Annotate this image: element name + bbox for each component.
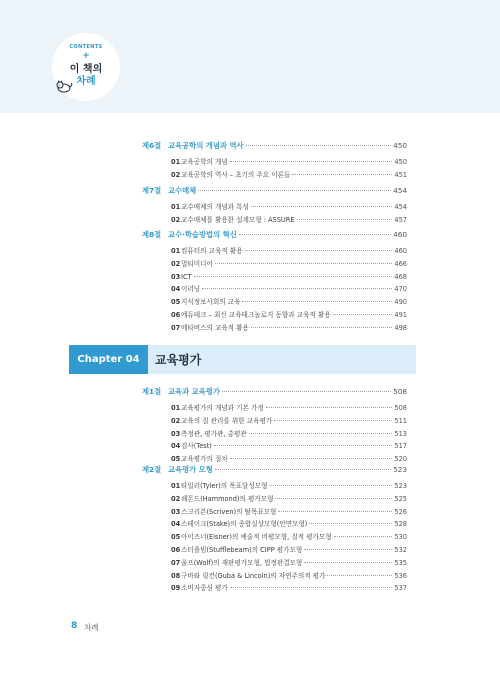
- toc-entry[interactable]: [171, 246, 407, 256]
- page-ref: 454: [393, 186, 407, 195]
- toc-entry[interactable]: [171, 441, 407, 451]
- page-ref: 460: [393, 230, 407, 239]
- dot-leader: [215, 263, 393, 264]
- toc-entry[interactable]: [171, 403, 407, 413]
- page-ref: 466: [394, 259, 407, 268]
- entry-number: 07: [171, 323, 181, 332]
- toc-entry[interactable]: [171, 429, 407, 439]
- entry-number: 02: [171, 494, 181, 503]
- page-ref: 508: [394, 404, 407, 412]
- section-title: 교육과 교육평가: [168, 387, 220, 396]
- dot-leader: [230, 161, 393, 162]
- entry-number: 07: [171, 558, 181, 567]
- section-number: 제6절: [142, 141, 162, 150]
- entry-title: 교육의 질 관리를 위한 교육평가: [181, 416, 273, 425]
- badge-title-line1: 이 책의: [69, 64, 103, 75]
- section-title: 교육공학의 개념과 역사: [168, 141, 244, 150]
- section-heading[interactable]: [142, 141, 407, 151]
- page-ref: 454: [394, 203, 407, 211]
- entry-number: 03: [171, 507, 181, 516]
- toc-entry[interactable]: [171, 583, 407, 593]
- page-ref: 451: [394, 170, 407, 179]
- entry-number: 06: [171, 546, 181, 554]
- dot-leader: [246, 145, 391, 146]
- toc-entry[interactable]: [171, 272, 407, 282]
- plus-icon: +: [82, 51, 90, 61]
- entry-title: 교육평가의 절차: [181, 455, 228, 464]
- entry-number: 06: [171, 311, 181, 319]
- dot-leader: [215, 469, 391, 470]
- dot-leader: [334, 536, 393, 537]
- entry-title: 스터플빔(Stufflebeam)의 CIPP 평가모형: [181, 546, 303, 554]
- dot-leader: [251, 327, 393, 328]
- entry-title: 해몬드(Hammond)의 평가모형: [181, 494, 274, 503]
- toc-entry[interactable]: [171, 558, 407, 568]
- entry-title: 교육평가의 개념과 기본 가정: [181, 404, 264, 412]
- toc-entry[interactable]: [171, 494, 407, 504]
- chapter-tag: Chapter 04: [69, 345, 148, 374]
- dot-leader: [333, 314, 393, 315]
- page-ref: 450: [393, 141, 407, 150]
- entry-number: 09: [171, 584, 181, 593]
- entry-number: 05: [171, 533, 181, 542]
- entry-title: 이러닝: [181, 285, 201, 294]
- dot-leader: [269, 485, 392, 486]
- entry-title: 구바와 링컨(Guba & Lincoln)의 자연주의적 평가: [181, 571, 326, 580]
- section-number: 제7절: [142, 186, 162, 195]
- section-heading[interactable]: [142, 465, 407, 475]
- section-number: 제1절: [142, 387, 162, 396]
- dot-leader: [198, 190, 391, 191]
- page-ref: 460: [394, 247, 407, 255]
- page-ref: 525: [394, 494, 407, 503]
- entry-title: 컴퓨터의 교육적 활용: [181, 247, 243, 255]
- section-title: 교육평가 모형: [168, 465, 213, 474]
- dot-leader: [292, 174, 392, 175]
- dot-leader: [266, 407, 393, 408]
- dot-leader: [304, 562, 392, 563]
- dot-leader: [309, 523, 392, 524]
- dot-leader: [297, 219, 393, 220]
- entry-number: 01: [171, 404, 181, 412]
- entry-number: 08: [171, 571, 181, 580]
- page-ref: 513: [394, 429, 407, 438]
- footer-label: 차례: [84, 623, 99, 632]
- dot-leader: [202, 288, 392, 289]
- dot-leader: [327, 575, 392, 576]
- dot-leader: [245, 250, 393, 251]
- entry-title: 교육공학의 개념: [181, 158, 228, 166]
- dot-leader: [214, 445, 393, 446]
- entry-number: 02: [171, 215, 181, 224]
- dot-leader: [222, 391, 391, 392]
- page-ref: 517: [394, 442, 407, 451]
- section-heading[interactable]: [142, 186, 407, 196]
- toc-entry[interactable]: [171, 532, 407, 542]
- entry-title: 멀티미디어: [181, 259, 213, 268]
- dot-leader: [230, 458, 393, 459]
- entry-number: 05: [171, 455, 181, 464]
- entry-number: 04: [171, 520, 181, 529]
- section-title: 교수매체: [168, 186, 197, 195]
- entry-number: 04: [171, 442, 181, 451]
- toc-entry[interactable]: [171, 507, 407, 517]
- badge-contents-label: CONTENTS: [69, 44, 103, 50]
- entry-title: 에듀테크 – 최신 교육테크놀로지 동향과 교육적 활용: [181, 311, 331, 319]
- chapter-title: 교육평가: [155, 353, 202, 367]
- toc-entry[interactable]: [171, 481, 407, 491]
- entry-title: 교수매체를 활용한 설계모형 : ASSURE: [181, 215, 295, 224]
- toc-entry[interactable]: [171, 571, 407, 581]
- section-heading[interactable]: [142, 387, 407, 397]
- entry-number: 02: [171, 416, 181, 425]
- entry-title: 스테이크(Stake)의 종합실상모형(안면모형): [181, 520, 308, 529]
- dot-leader: [242, 301, 392, 302]
- entry-number: 03: [171, 272, 181, 281]
- page-ref: 526: [394, 507, 407, 516]
- entry-title: 소비자중심 평가: [181, 584, 228, 593]
- toc-entry[interactable]: [171, 284, 407, 294]
- entry-title: 스크리븐(Scriven)의 탈목표모형: [181, 507, 277, 516]
- page-ref: 498: [394, 323, 407, 332]
- section-heading[interactable]: [142, 230, 407, 240]
- toc-entry[interactable]: [171, 297, 407, 307]
- page-ref: 535: [394, 558, 407, 567]
- entry-number: 03: [171, 429, 181, 438]
- toc-entry[interactable]: [171, 215, 407, 225]
- entry-number: 05: [171, 298, 181, 307]
- entry-number: 02: [171, 170, 181, 179]
- entry-title: 아이즈너(Eisner)의 예술적 비평모형, 질적 평가모형: [181, 533, 332, 542]
- page-ref: 450: [394, 158, 407, 166]
- entry-title: 메타버스의 교육적 활용: [181, 323, 249, 332]
- dot-leader: [239, 234, 391, 235]
- dot-leader: [194, 276, 393, 277]
- dot-leader: [275, 498, 392, 499]
- page-ref: 470: [394, 285, 407, 294]
- toc-entry[interactable]: [171, 519, 407, 529]
- entry-title: 지식정보사회의 교육: [181, 298, 241, 307]
- entry-number: 01: [171, 203, 181, 211]
- dot-leader: [278, 511, 392, 512]
- dot-leader: [274, 420, 392, 421]
- page-ref: 457: [394, 215, 407, 224]
- badge-title-line2: 차례: [76, 76, 96, 87]
- entry-number: 01: [171, 482, 181, 490]
- toc-entry[interactable]: [171, 454, 407, 464]
- entry-title: 교수매체의 개념과 특성: [181, 203, 249, 211]
- dot-leader: [304, 549, 392, 550]
- entry-number: 01: [171, 247, 181, 255]
- page-ref: 523: [394, 482, 407, 490]
- page-ref: 530: [394, 533, 407, 542]
- page-ref: 537: [394, 584, 407, 593]
- page-ref: 508: [393, 387, 407, 396]
- entry-number: 04: [171, 285, 181, 294]
- page-ref: 532: [394, 546, 407, 554]
- entry-number: 02: [171, 259, 181, 268]
- page-ref: 536: [394, 571, 407, 580]
- toc-entry[interactable]: [171, 545, 407, 555]
- page-ref: 511: [394, 416, 407, 425]
- page-ref: 468: [394, 272, 407, 281]
- toc-entry[interactable]: [171, 323, 407, 333]
- page-ref: 528: [394, 520, 407, 529]
- section-title: 교수·학습방법의 혁신: [168, 230, 237, 239]
- section-number: 제8절: [142, 230, 162, 239]
- dot-leader: [251, 206, 393, 207]
- entry-number: 01: [171, 158, 181, 166]
- dot-leader: [249, 433, 393, 434]
- dot-leader: [230, 587, 393, 588]
- entry-title: 측정관, 평가관, 총평관: [181, 429, 247, 438]
- toc-entry[interactable]: [171, 157, 407, 167]
- cat-mascot-icon: [55, 79, 73, 93]
- entry-title: 타일러(Tyler)의 목표달성모형: [181, 482, 268, 490]
- page-ref: 490: [394, 298, 407, 307]
- page-number: 8: [71, 621, 78, 631]
- page-ref: 523: [393, 465, 407, 474]
- toc-entry[interactable]: [171, 310, 407, 320]
- toc-entry[interactable]: [171, 170, 407, 180]
- entry-title: 교육공학의 역사 – 초기의 주요 이론들: [181, 170, 291, 179]
- entry-title: ICT: [181, 272, 192, 281]
- page-ref: 491: [394, 311, 407, 319]
- page-ref: 520: [394, 455, 407, 464]
- entry-title: 울프(Wolf)의 재판평가모형, 법정판결모형: [181, 558, 303, 567]
- toc-entry[interactable]: [171, 416, 407, 426]
- entry-title: 검사(Test): [181, 442, 212, 451]
- toc-entry[interactable]: [171, 259, 407, 269]
- section-number: 제2절: [142, 465, 162, 474]
- toc-entry[interactable]: [171, 202, 407, 212]
